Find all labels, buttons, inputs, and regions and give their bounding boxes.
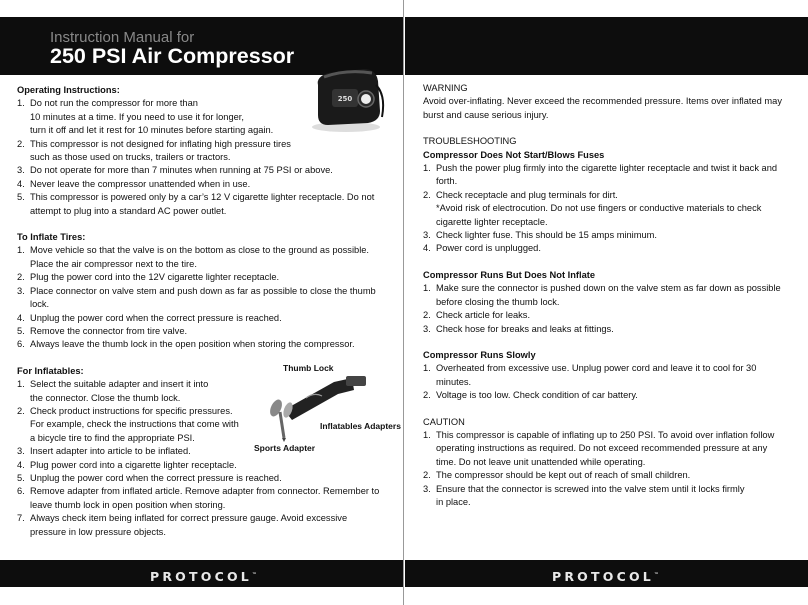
list-item: 3. Check hose for breaks and leaks at fittings. xyxy=(423,323,614,334)
list-item: 1. Move vehicle so that the valve is on the bottom as close to the ground as possible. Place the air compressor next to the tire. xyxy=(17,245,370,269)
header-bar xyxy=(405,17,808,75)
list-item: 1. This compressor is capable of inflating up to 250 PSI. To avoid over inflation follow operating instructions as required. Do not exceed recommended pressure at any time. Do not leave unit unattended while operating. xyxy=(423,429,775,467)
list-item: 2. Check article for leaks. xyxy=(423,310,531,321)
left-content xyxy=(17,84,397,539)
list-item: 3. Check lighter fuse. This should be 15 amps minimum. xyxy=(423,230,657,241)
list-item: 2. Plug the power cord into the 12V cigarette lighter receptacle. xyxy=(17,272,280,283)
list-item: 4. Never leave the compressor unattended when in use. xyxy=(17,178,251,189)
list-item: 3. Do not operate for more than 7 minutes when running at 75 PSI or above. xyxy=(17,165,333,176)
list-item: 2. Voltage is too low. Check condition of car battery. xyxy=(423,390,638,401)
operating-heading: Operating Instructions: xyxy=(17,85,120,95)
inflate-tires-list xyxy=(17,244,397,351)
svg-text:250: 250 xyxy=(337,95,353,103)
warning-heading: WARNING xyxy=(423,83,468,93)
list-item: 2. Check product instructions for specific pressures. For example, check the instructions that come with a bicycle tire to find the appropriate PSI. xyxy=(17,405,239,443)
troubleshooting-list xyxy=(423,362,803,402)
list-item: 4. Power cord is unplugged. xyxy=(423,243,541,254)
list-item: 1. Push the power plug firmly into the cigarette lighter receptacle and twist it back and forth. xyxy=(423,163,778,187)
inflate-tires-heading: To Inflate Tires: xyxy=(17,232,86,243)
caution-list xyxy=(423,429,803,509)
troubleshooting-heading: TROUBLESHOOTING xyxy=(423,136,517,147)
section-title: Compressor Runs Slowly xyxy=(423,349,536,360)
operating-list xyxy=(17,97,397,218)
manual-subtitle: Instruction Manual for xyxy=(50,29,195,46)
list-item: 1. Select the suitable adapter and insert it into the connector. Close the thumb lock. xyxy=(17,379,209,403)
list-item: 6. Remove adapter from inflated article. Remove adapter from connector. Remember to leave thumb lock in open position when storing. xyxy=(17,486,380,510)
caution-heading: CAUTION xyxy=(423,416,465,427)
protocol-logo: PROTOCOL™ xyxy=(552,569,659,584)
section-title: Compressor Does Not Start/Blows Fuses xyxy=(423,149,605,160)
inflatables-adapters-label: Inflatables Adapters xyxy=(320,421,401,431)
adapter-diagram xyxy=(262,372,370,442)
list-item: 4. Plug power cord into a cigarette lighter receptacle. xyxy=(17,459,237,470)
list-item: 2. The compressor should be kept out of reach of small children. xyxy=(423,470,691,481)
list-item: 5. Remove the connector from tire valve. xyxy=(17,325,188,336)
protocol-logo: PROTOCOL™ xyxy=(150,569,257,584)
list-item: 2. Check receptacle and plug terminals for dirt. *Avoid risk of electrocution. Do not use fingers or conductive materials to check cigarette lighter receptacle. xyxy=(423,189,762,227)
list-item: 1. Overheated from excessive use. Unplug power cord and leave it to cool for 30 minutes. xyxy=(423,363,757,387)
manual-title: 250 PSI Air Compressor xyxy=(50,44,295,68)
list-item: 1. Make sure the connector is pushed down on the valve stem as far down as possible before closing the thumb lock. xyxy=(423,283,781,307)
list-item: 5. Unplug the power cord when the correct pressure is reached. xyxy=(17,472,282,483)
list-item: 3. Insert adapter into article to be inflated. xyxy=(17,446,191,457)
sports-adapter-label: Sports Adapter xyxy=(254,443,316,453)
list-item: 3. Ensure that the connector is screwed into the valve stem until it locks firmly in place. xyxy=(423,483,745,507)
right-content xyxy=(423,82,803,509)
section-title: Compressor Runs But Does Not Inflate xyxy=(423,269,596,280)
list-item: 5. This compressor is powered only by a car’s 12 V cigarette lighter receptacle. Do not attempt to plug into a standard AC power outlet. xyxy=(17,192,375,216)
list-item: 4. Unplug the power cord when the correct pressure is reached. xyxy=(17,312,282,323)
right-page xyxy=(405,0,808,605)
list-item: 6. Always leave the thumb lock in the open position when storing the compressor. xyxy=(17,339,355,350)
list-item: 3. Place connector on valve stem and push down as far as possible to close the thumb lock. xyxy=(17,285,376,310)
thumb-lock-label: Thumb Lock xyxy=(283,363,334,373)
warning-text: Avoid over-inflating. Never exceed the recommended pressure. Items over inflated may burst and cause serious injury. xyxy=(423,96,782,120)
troubleshooting-list xyxy=(423,282,803,336)
list-item: 7. Always check item being inflated for correct pressure gauge. Avoid excessive pressure in low pressure objects. xyxy=(17,513,348,537)
troubleshooting-list xyxy=(423,162,803,256)
list-item: 2. This compressor is not designed for inflating high pressure tires such as those used on trucks, trailers or tractors. xyxy=(17,138,291,163)
inflatables-heading: For Inflatables: xyxy=(17,365,84,376)
list-item: 1. Do not run the compressor for more than 10 minutes at a time. If you need to use it for longer, turn it off and let it rest for 10 minutes before starting again. xyxy=(17,98,274,136)
